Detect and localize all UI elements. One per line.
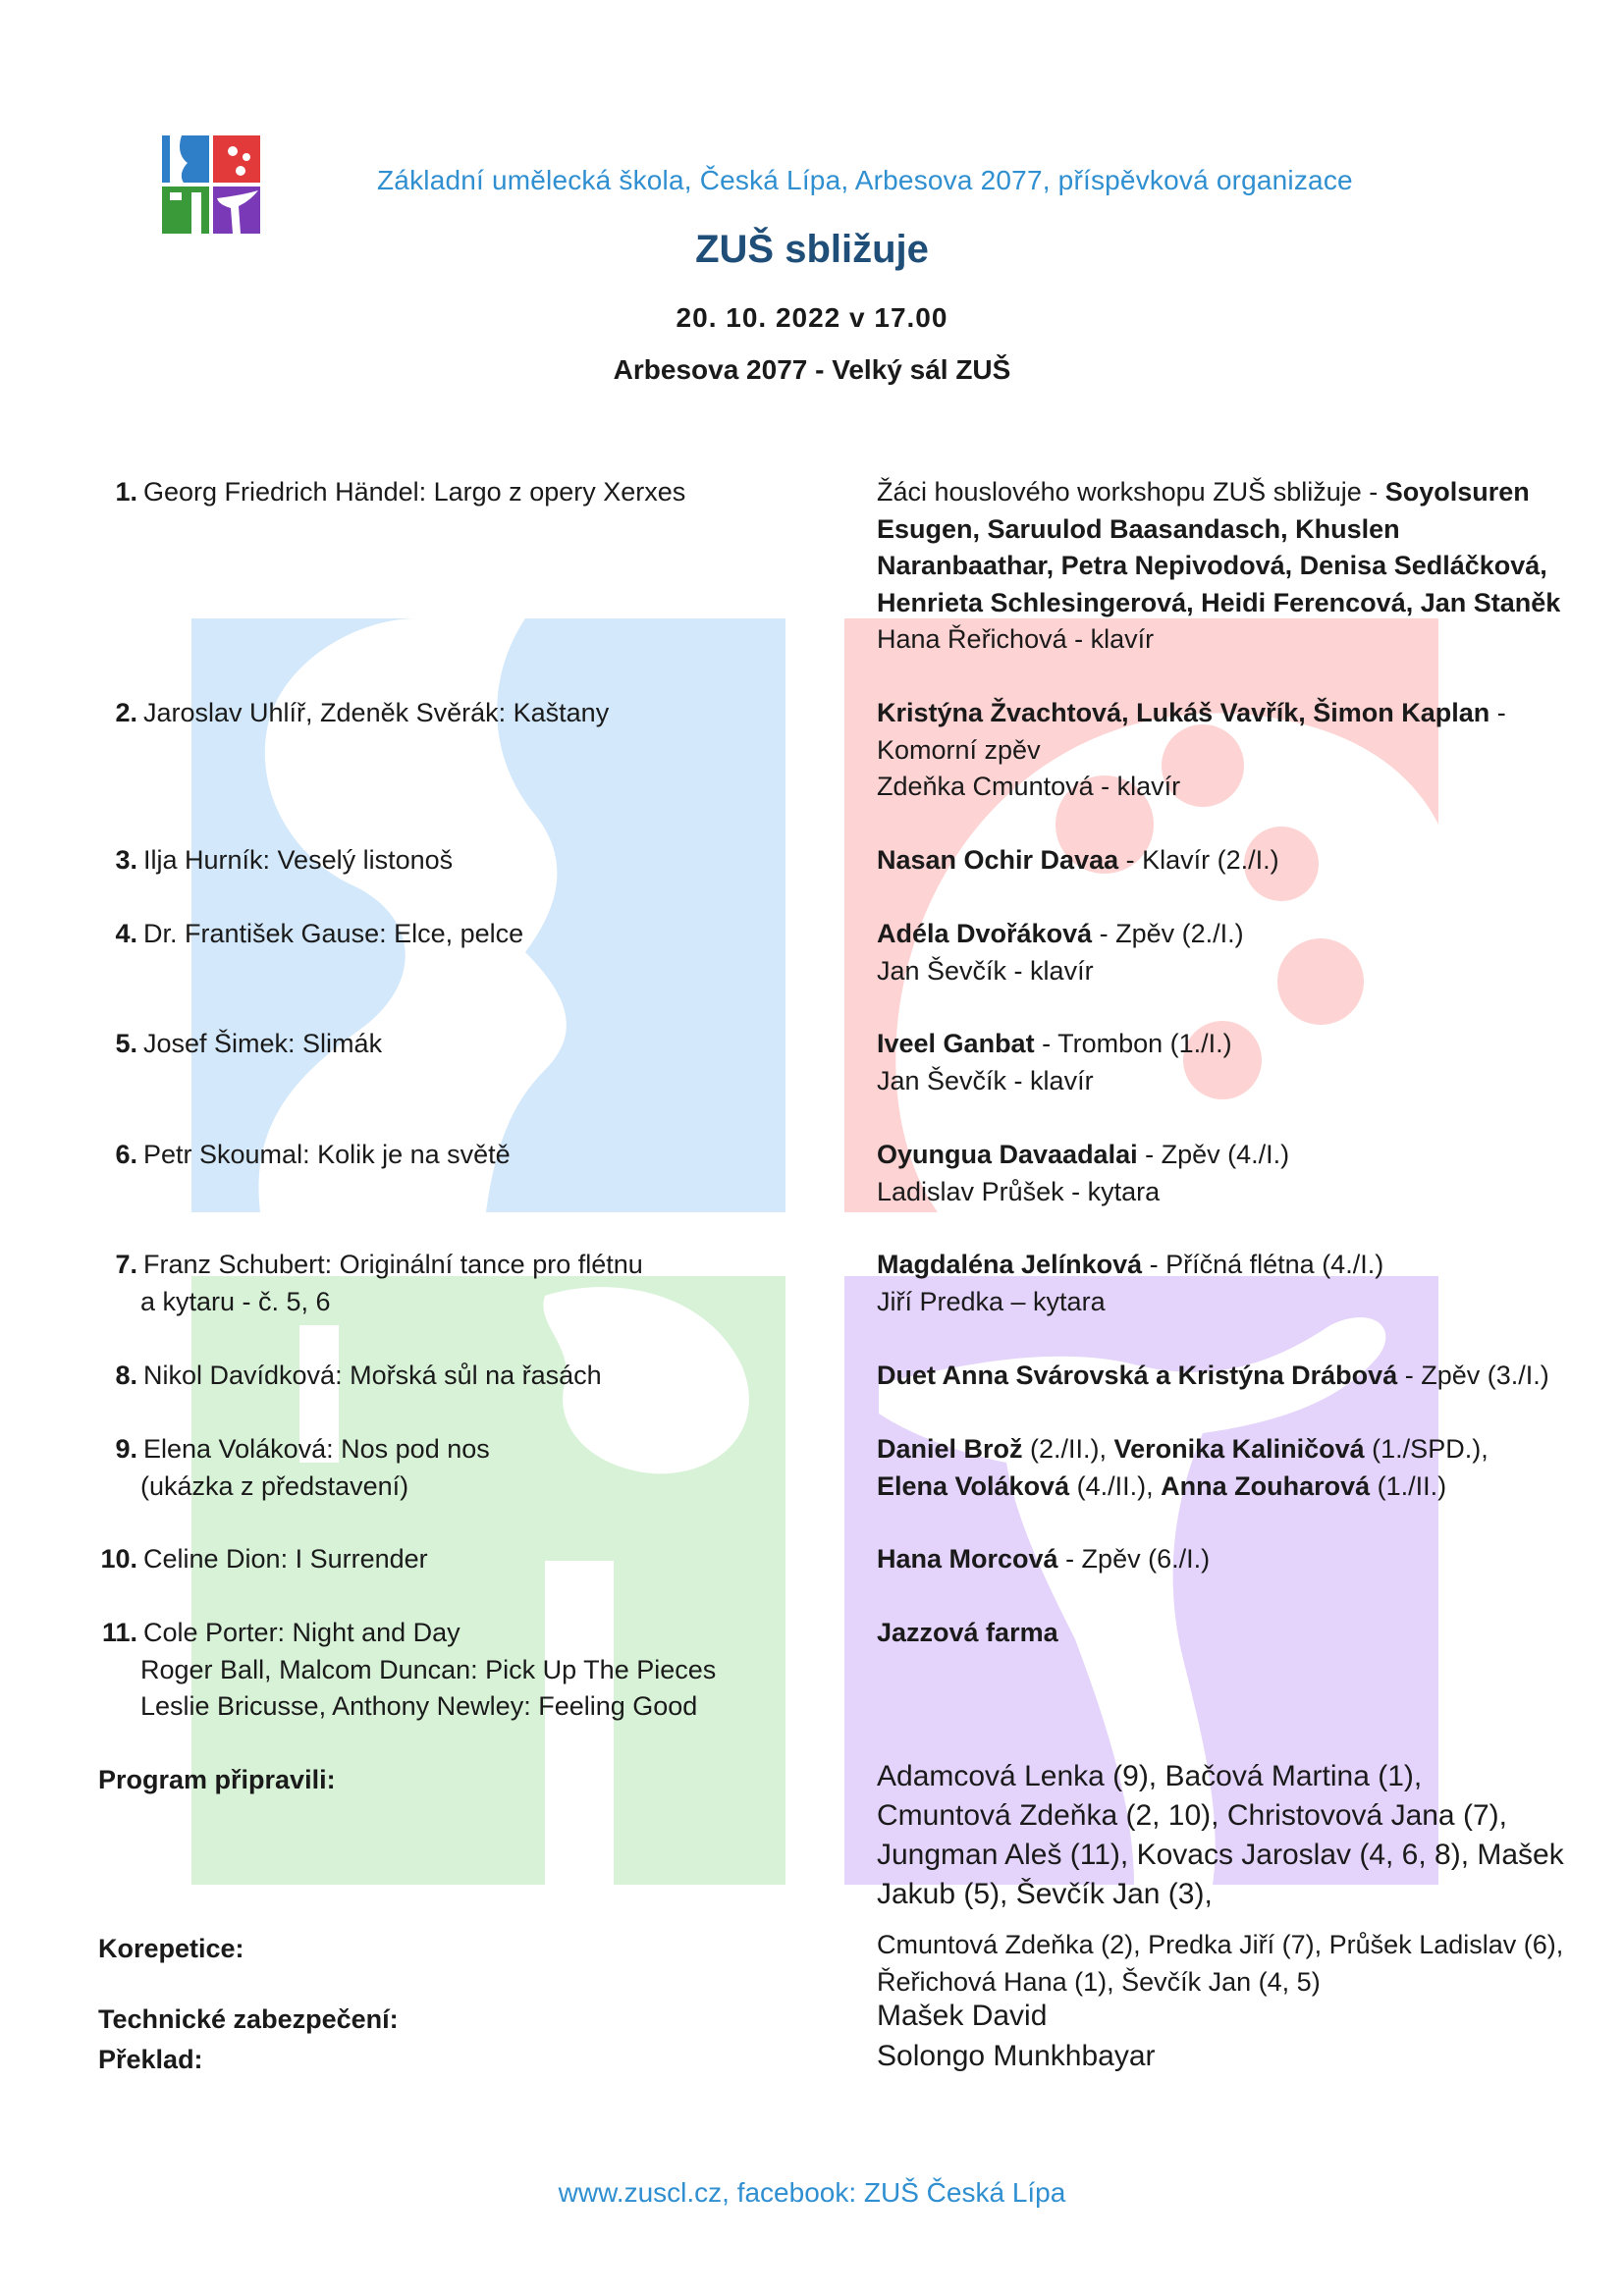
program-number: 4.: [115, 919, 137, 948]
performer-detail: Ladislav Průšek - kytara: [877, 1176, 1161, 1206]
program-performers: [877, 1026, 1564, 1099]
performer-line: [877, 1137, 1564, 1174]
performer-line: [877, 1431, 1564, 1468]
performer-line: [877, 1358, 1564, 1395]
performer-detail: Jiří Predka – kytara: [877, 1286, 1106, 1316]
performer-line: [877, 1247, 1564, 1284]
program-performers: [877, 842, 1564, 880]
program-number: 10.: [100, 1544, 137, 1574]
performer-name: Iveel Ganbat: [877, 1029, 1035, 1058]
program-performers: [877, 1431, 1564, 1505]
performer-detail: - Zpěv (3./I.): [1397, 1361, 1549, 1390]
program-piece: [98, 842, 785, 880]
program-piece: [98, 1358, 785, 1395]
performer-name: Oyungua Davaadalai: [877, 1140, 1138, 1169]
event-venue: Arbesova 2077 - Velký sál ZUŠ: [613, 354, 1011, 385]
performer-detail: - Zpěv (6./I.): [1057, 1544, 1211, 1574]
program-performers: [877, 695, 1564, 806]
performer-line: [877, 769, 1564, 806]
prepared-value: Adamcová Lenka (9), Bačová Martina (1), Cmuntová Zdeňka (2, 10), Christovová Jana (7), Jungman Aleš (11), Kovacs Jaroslav (4, 6, 8), Mašek Jakub (5), Ševčík Jan (3),: [877, 1760, 1564, 1910]
program-piece: [98, 1541, 785, 1578]
program-piece: [98, 474, 785, 511]
technical-label: Technické zabezpečení:: [98, 2004, 399, 2034]
program-piece: [98, 1247, 785, 1320]
piece-title: Josef Šimek: Slimák: [143, 1029, 383, 1058]
piece-title: Dr. František Gause: Elce, pelce: [143, 919, 524, 948]
piece-title: Petr Skoumal: Kolik je na světě: [143, 1140, 511, 1169]
program-performers: [877, 1137, 1564, 1210]
performer-detail: - Trombon (1./I.): [1034, 1029, 1232, 1058]
performer-name: Adéla Dvořáková: [877, 919, 1093, 948]
performer-line: [877, 1063, 1564, 1100]
performer-line: [877, 1174, 1564, 1211]
prepared-label: Program připravili:: [98, 1765, 336, 1794]
piece-title: Nikol Davídková: Mořská sůl na řasách: [143, 1361, 602, 1390]
performer-line: [877, 916, 1564, 953]
performer-detail: - Příčná flétna (4./I.): [1142, 1250, 1384, 1279]
program-number: 9.: [115, 1434, 137, 1464]
program-number: 3.: [115, 845, 137, 875]
performer-detail: Žáci houslového workshopu ZUŠ sbližuje -: [877, 477, 1385, 507]
performer-line: [877, 1026, 1564, 1063]
performer-detail: Jan Ševčík - klavír: [877, 1065, 1094, 1095]
performer-detail: Jan Ševčík - klavír: [877, 955, 1094, 986]
performer-detail: Hana Řeřichová - klavír: [877, 624, 1155, 654]
program-performers: [877, 1247, 1564, 1320]
program-piece: [98, 1137, 785, 1174]
page-title: ZUŠ sbližuje: [695, 228, 929, 271]
program-performers: [877, 1615, 1564, 1652]
program-performers: [877, 916, 1564, 989]
korepetice-label: Korepetice:: [98, 1934, 244, 1963]
piece-title-continued: (ukázka z představení): [140, 1470, 409, 1501]
piece-title: Celine Dion: I Surrender: [143, 1544, 428, 1574]
school-logo-icon: [162, 135, 260, 234]
performer-detail: - Klavír (2./I.): [1118, 845, 1279, 875]
program-performers: [877, 1358, 1564, 1395]
performer-line: [877, 1615, 1564, 1652]
program-performers: [877, 474, 1564, 659]
piece-title: Franz Schubert: Originální tance pro flétnu: [143, 1250, 643, 1279]
performer-line: [877, 953, 1564, 990]
performer-name: Soyolsuren Esugen, Saruulod Baasandasch, Khuslen Naranbaathar, Petra Nepivodová, Denisa Sedláčková, Henrieta Schlesingerová, Heidi Ferencová, Jan Staněk: [877, 477, 1561, 617]
performer-line: [877, 621, 1564, 659]
performer-detail: - Zpěv (2./I.): [1092, 919, 1244, 948]
program-number: 11.: [101, 1618, 137, 1647]
footer-links: www.zuscl.cz, facebook: ZUŠ Česká Lípa: [558, 2177, 1066, 2208]
technical-value: Mašek David: [877, 2000, 1048, 2032]
program-number: 2.: [115, 698, 137, 727]
performer-name: Hana Morcová: [877, 1544, 1058, 1574]
performer-line: [877, 474, 1564, 621]
piece-title: Elena Voláková: Nos pod nos: [143, 1434, 490, 1464]
performer-detail: Zdeňka Cmuntová - klavír: [877, 772, 1181, 801]
performer-name: Elena Voláková: [877, 1470, 1070, 1501]
performer-detail: - Zpěv (4./I.): [1137, 1140, 1290, 1169]
piece-title: Georg Friedrich Händel: Largo z opery Xerxes: [143, 477, 686, 507]
organization-name: Základní umělecká škola, Česká Lípa, Arbesova 2077, příspěvková organizace: [377, 165, 1353, 195]
performer-name: Kristýna Žvachtová, Lukáš Vavřík, Šimon Kaplan: [877, 698, 1490, 727]
performer-line: [877, 1541, 1564, 1578]
performer-line: [877, 695, 1564, 769]
translation-value: Solongo Munkhbayar: [877, 2040, 1156, 2072]
performer-detail: (1./II.): [1370, 1470, 1447, 1501]
program-number: 7.: [115, 1250, 137, 1279]
performer-name: Anna Zouharová: [1161, 1470, 1371, 1501]
event-date: 20. 10. 2022 v 17.00: [676, 302, 948, 333]
performer-line: [877, 1468, 1564, 1506]
translation-label: Překlad:: [98, 2045, 203, 2074]
performer-line: [877, 842, 1564, 880]
program-piece: [98, 1431, 785, 1505]
piece-title-continued: a kytaru - č. 5, 6: [140, 1286, 331, 1316]
piece-title: Ilja Hurník: Veselý listonoš: [143, 845, 454, 875]
program-performers: [877, 1541, 1564, 1578]
piece-title: Jaroslav Uhlíř, Zdeněk Svěrák: Kaštany: [143, 698, 610, 727]
performer-name: Nasan Ochir Davaa: [877, 845, 1119, 875]
program-number: 6.: [115, 1140, 137, 1169]
performer-name: Daniel Brož: [877, 1434, 1023, 1464]
performer-detail: (4./II.),: [1069, 1470, 1162, 1501]
program-number: 1.: [115, 477, 137, 507]
program-piece: [98, 1615, 785, 1726]
program-piece: [98, 695, 785, 732]
korepetice-value: Cmuntová Zdeňka (2), Predka Jiří (7), Průšek Ladislav (6), Řeřichová Hana (1), Ševčík Jan (4, 5): [877, 1930, 1564, 1997]
performer-name: Duet Anna Svárovská a Kristýna Drábová: [877, 1361, 1398, 1390]
program-number: 5.: [115, 1029, 137, 1058]
program-piece: [98, 1026, 785, 1063]
performer-detail: - Komorní zpěv: [877, 698, 1506, 765]
performer-name: Jazzová farma: [877, 1618, 1058, 1647]
piece-title-continued: Leslie Bricusse, Anthony Newley: Feeling Good: [140, 1691, 698, 1721]
piece-title-continued: Roger Ball, Malcom Duncan: Pick Up The Pieces: [140, 1654, 717, 1684]
performer-line: [877, 1284, 1564, 1321]
program-piece: [98, 916, 785, 953]
performer-detail: (2./II.),: [1022, 1434, 1114, 1464]
performer-detail: (1./SPD.),: [1364, 1434, 1489, 1464]
performer-name: Magdaléna Jelínková: [877, 1250, 1143, 1279]
piece-title: Cole Porter: Night and Day: [143, 1618, 460, 1647]
program-number: 8.: [115, 1361, 137, 1390]
performer-name: Veronika Kaliničová: [1113, 1434, 1365, 1464]
